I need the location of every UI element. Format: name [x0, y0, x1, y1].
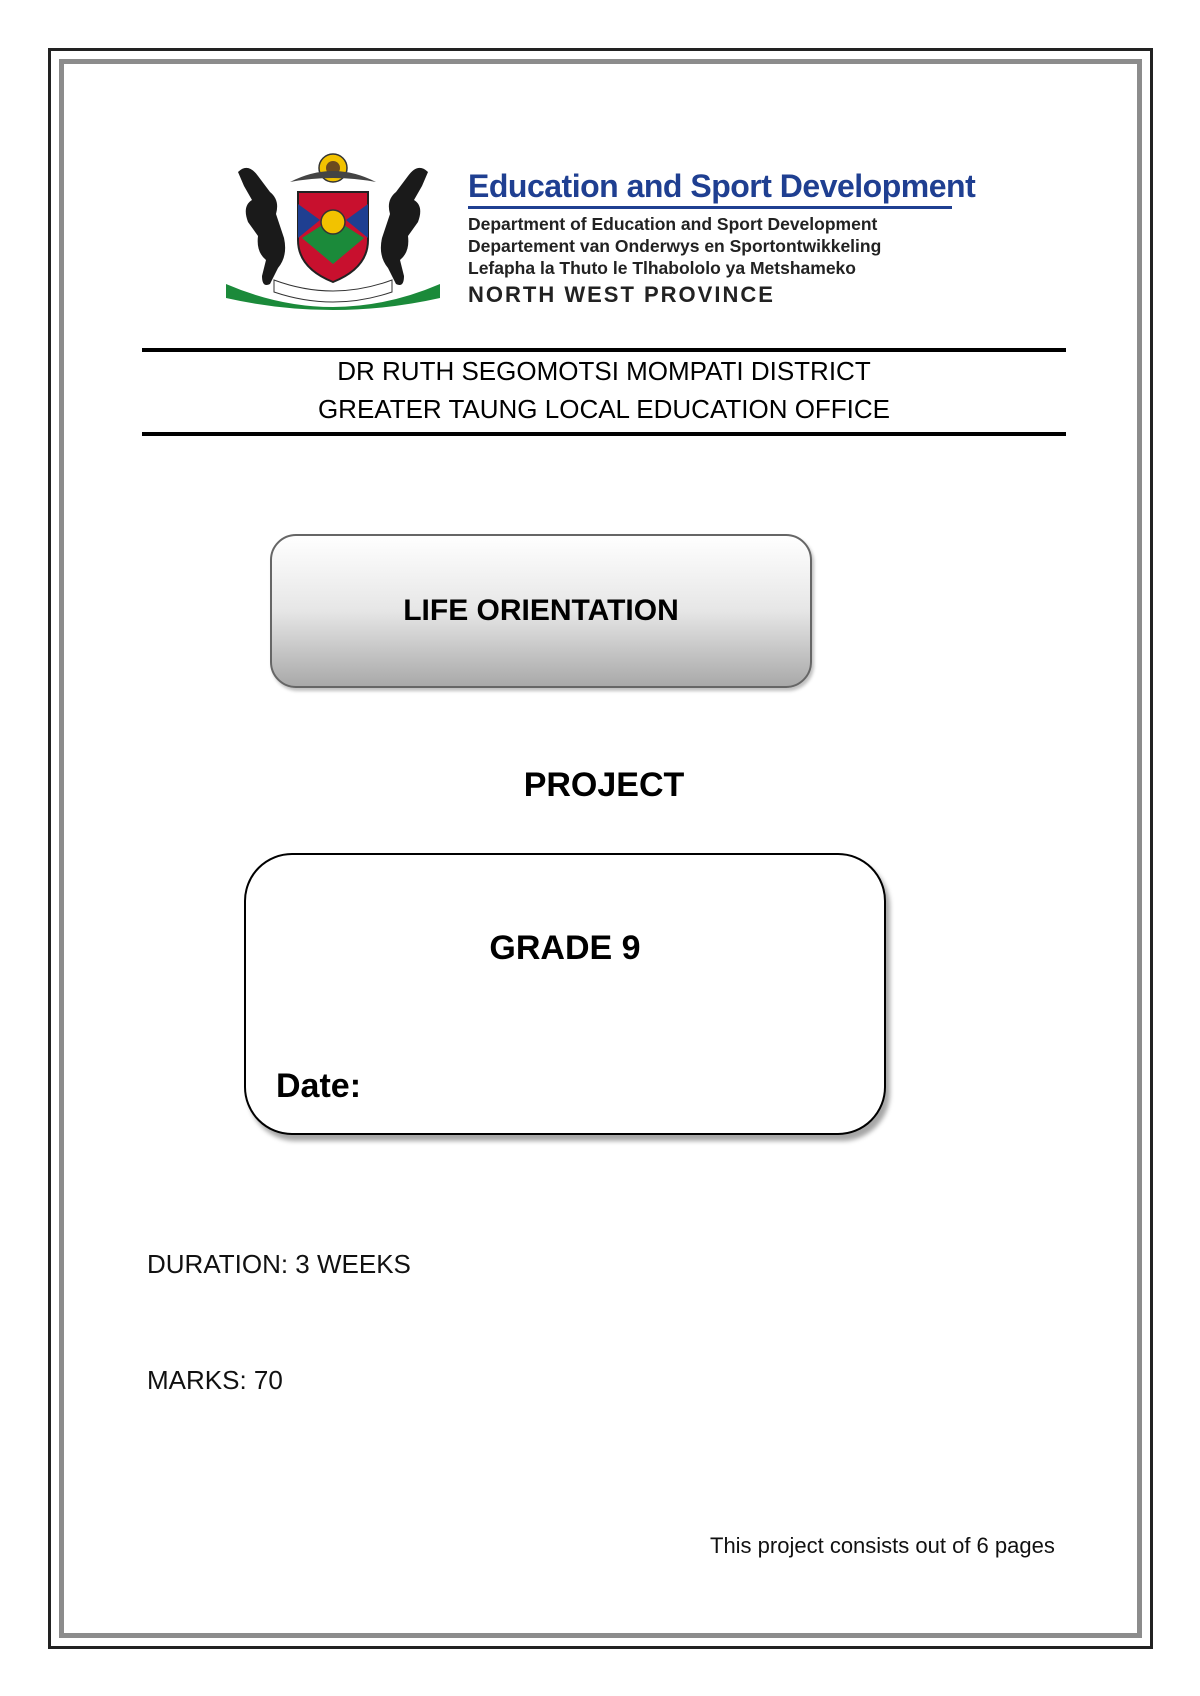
- subject-banner: [270, 534, 812, 688]
- marks-text: MARKS: 70: [147, 1365, 283, 1395]
- grade-label: GRADE 9: [489, 929, 641, 967]
- coat-of-arms-logo: [218, 152, 448, 317]
- grade-date-box: [244, 853, 886, 1135]
- page-count-note: This project consists out of 6 pages: [710, 1533, 1055, 1558]
- education-office-name: GREATER TAUNG LOCAL EDUCATION OFFICE: [317, 394, 891, 424]
- department-line-afrikaans: Departement van Onderwys en Sportontwikkeling: [468, 236, 882, 256]
- subject-title: LIFE ORIENTATION: [403, 594, 679, 627]
- district-rule-bottom: [142, 432, 1066, 436]
- logo-divider: [468, 206, 952, 209]
- document-type-title: PROJECT: [523, 766, 685, 804]
- district-name: DR RUTH SEGOMOTSI MOMPATI DISTRICT: [337, 356, 871, 386]
- motto-ribbon-icon: [274, 280, 392, 302]
- province-name: NORTH WEST PROVINCE: [468, 282, 775, 307]
- date-label: Date:: [276, 1067, 362, 1105]
- department-title: Education and Sport Development: [468, 168, 976, 204]
- antelope-left-icon: [238, 168, 285, 285]
- duration-text: DURATION: 3 WEEKS: [147, 1249, 411, 1279]
- antelope-right-icon: [381, 168, 428, 285]
- department-line-english: Department of Education and Sport Development: [468, 214, 878, 234]
- department-line-setswana: Lefapha la Thuto le Tlhabololo ya Metshameko: [468, 258, 856, 278]
- department-logo-text: [468, 168, 976, 311]
- shield-icon: [298, 192, 368, 282]
